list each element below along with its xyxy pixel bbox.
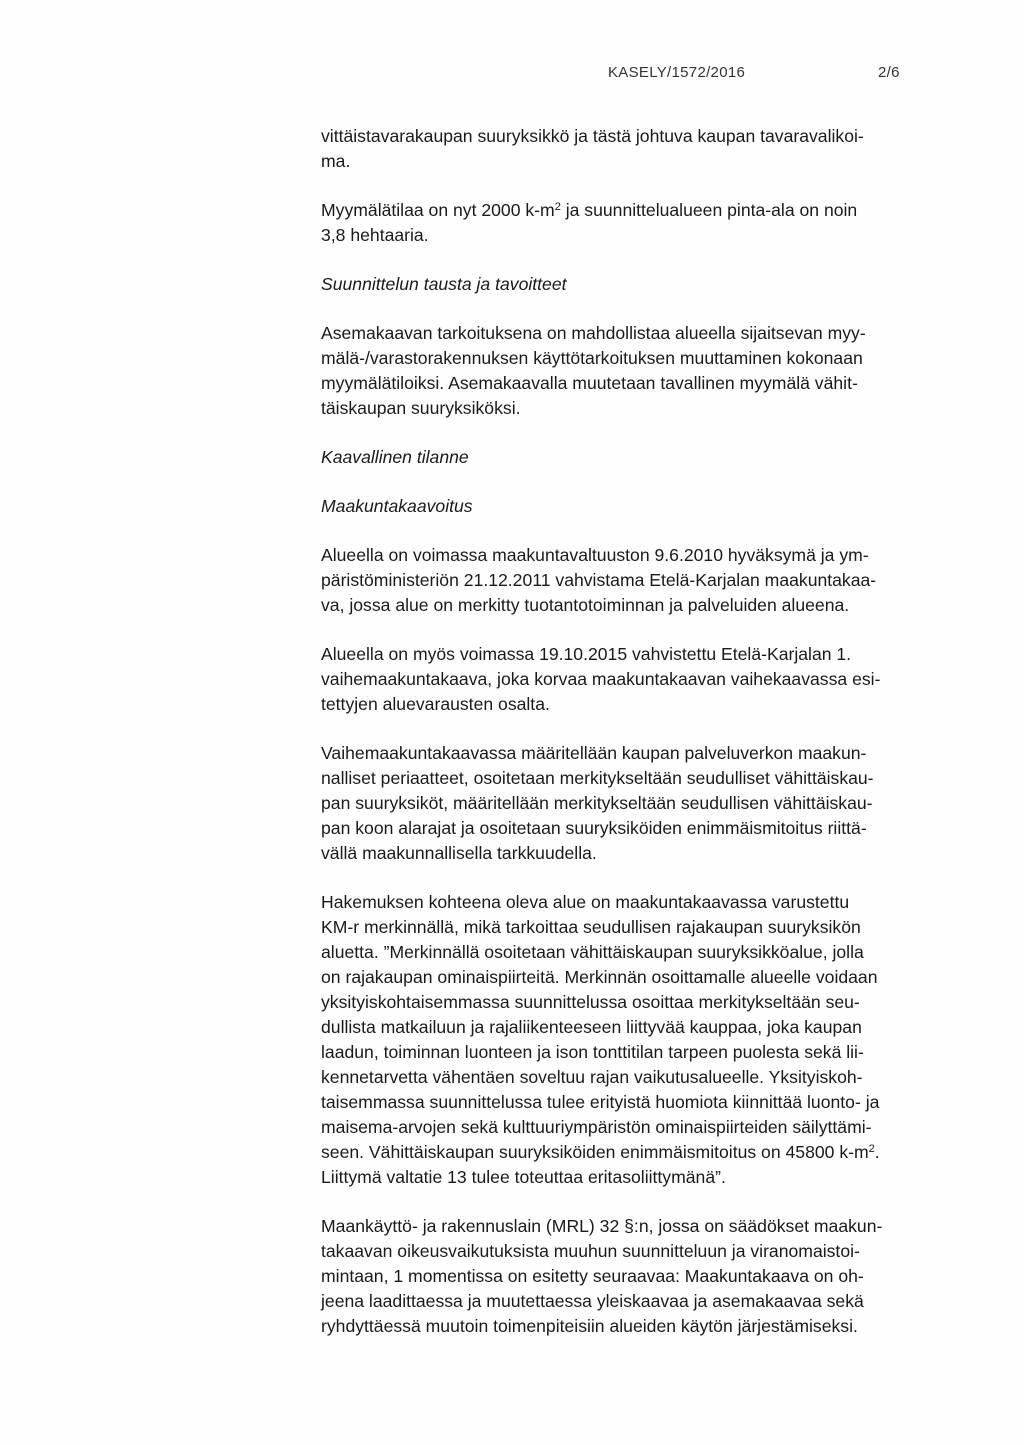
text-line: Liittymä valtatie 13 tulee toteuttaa eritasoliittymänä”.: [321, 1167, 726, 1187]
text-line: täiskaupan suuryksiköksi.: [321, 398, 521, 418]
text-line: pan koon alarajat ja osoitetaan suuryksiköiden enimmäismitoitus riittä-: [321, 818, 867, 838]
text-line: dullista matkailuun ja rajaliikenteeseen liittyvää kauppaa, joka kaupan: [321, 1017, 862, 1037]
paragraph-3: [321, 321, 931, 421]
paragraph-1: [321, 124, 931, 174]
paragraph-4: [321, 543, 931, 618]
text-line: tettyjen aluevarausten osalta.: [321, 694, 550, 714]
text-line: Vaihemaakuntakaavassa määritellään kaupan palveluverkon maakun-: [321, 743, 867, 763]
text-fragment: Myymälätilaa on nyt 2000 k-m: [321, 200, 555, 220]
paragraph-6: [321, 741, 931, 866]
text-line: Alueella on voimassa maakuntavaltuuston 9.6.2010 hyväksymä ja ym-: [321, 545, 869, 565]
text-line: Maankäyttö- ja rakennuslain (MRL) 32 §:n, jossa on säädökset maakun-: [321, 1216, 883, 1236]
text-line: yksityiskohtaisemmassa suunnittelussa osoittaa merkitykseltään seu-: [321, 992, 860, 1012]
document-body: [321, 124, 931, 1363]
text-line: Asemakaavan tarkoituksena on mahdollistaa alueella sijaitsevan myy-: [321, 323, 866, 343]
text-line: taisemmassa suunnittelussa tulee erityistä huomiota kiinnittää luonto- ja: [321, 1092, 880, 1112]
text-line: laadun, toiminnan luonteen ja ison tonttitilan tarpeen puolesta sekä lii-: [321, 1042, 864, 1062]
text-line: kennetarvetta vähentäen soveltuu rajan vaikutusalueelle. Yksityiskoh-: [321, 1067, 863, 1087]
text-line: vällä maakunnallisella tarkkuudella.: [321, 843, 597, 863]
text-line: jeena laadittaessa ja muutettaessa yleiskaavaa ja asemakaavaa sekä: [321, 1291, 864, 1311]
paragraph-7: [321, 890, 931, 1190]
subsection-heading: Maakuntakaavoitus: [321, 496, 473, 516]
paragraph-2: [321, 198, 931, 248]
text-line: aluetta. ”Merkinnällä osoitetaan vähittäiskaupan suuryksikköalue, jolla: [321, 942, 864, 962]
text-line: ma.: [321, 151, 351, 171]
text-line: KM-r merkinnällä, mikä tarkoittaa seudullisen rajakaupan suuryksikön: [321, 917, 861, 937]
text-line: nalliset periaatteet, osoitetaan merkitykseltään seudulliset vähittäiskau-: [321, 768, 874, 788]
text-line: Hakemuksen kohteena oleva alue on maakuntakaavassa varustettu: [321, 892, 850, 912]
section-heading: Kaavallinen tilanne: [321, 447, 469, 467]
document-id: KASELY/1572/2016: [608, 64, 746, 81]
page-number: 2/6: [878, 64, 900, 81]
superscript: 2: [554, 201, 561, 213]
text-line: [321, 198, 931, 223]
text-line: ryhdyttäessä muutoin toimenpiteisiin alueiden käytön järjestämiseksi.: [321, 1316, 858, 1336]
text-line: Alueella on myös voimassa 19.10.2015 vahvistettu Etelä-Karjalan 1.: [321, 644, 852, 664]
text-line: mälä-/varastorakennuksen käyttötarkoituksen muuttaminen kokonaan: [321, 348, 863, 368]
text-line: takaavan oikeusvaikutuksista muuhun suunnitteluun ja viranomaistoi-: [321, 1241, 860, 1261]
paragraph-8: [321, 1214, 931, 1339]
section-heading: Suunnittelun tausta ja tavoitteet: [321, 274, 567, 294]
text-line: pan suuryksiköt, määritellään merkitykseltään seudullisen vähittäiskau-: [321, 793, 873, 813]
paragraph-5: [321, 642, 931, 717]
text-line: vittäistavarakaupan suuryksikkö ja tästä johtuva kaupan tavaravalikoi-: [321, 126, 864, 146]
text-line: on rajakaupan ominaispiirteitä. Merkinnän osoittamalle alueelle voidaan: [321, 967, 878, 987]
text-fragment: seen. Vähittäiskaupan suuryksiköiden enimmäismitoitus on 45800 k-m: [321, 1142, 869, 1162]
text-line: vaihemaakuntakaava, joka korvaa maakuntakaavan vaihekaavassa esi-: [321, 669, 881, 689]
text-fragment: ja suunnittelualueen pinta-ala on noin: [565, 200, 858, 220]
text-line: myymälätiloiksi. Asemakaavalla muutetaan tavallinen myymälä vähit-: [321, 373, 858, 393]
text-line: [321, 1140, 931, 1165]
text-line: päristöministeriön 21.12.2011 vahvistama Etelä-Karjalan maakuntakaa-: [321, 570, 877, 590]
text-fragment: .: [874, 1142, 880, 1162]
superscript: 2: [868, 1143, 875, 1155]
text-line: maisema-arvojen sekä kulttuuriympäristön ominaispiirteiden säilyttämi-: [321, 1117, 872, 1137]
text-line: va, jossa alue on merkitty tuotantotoiminnan ja palveluiden alueena.: [321, 595, 850, 615]
text-line: mintaan, 1 momentissa on esitetty seuraavaa: Maakuntakaava on oh-: [321, 1266, 864, 1286]
text-line: 3,8 hehtaaria.: [321, 225, 429, 245]
